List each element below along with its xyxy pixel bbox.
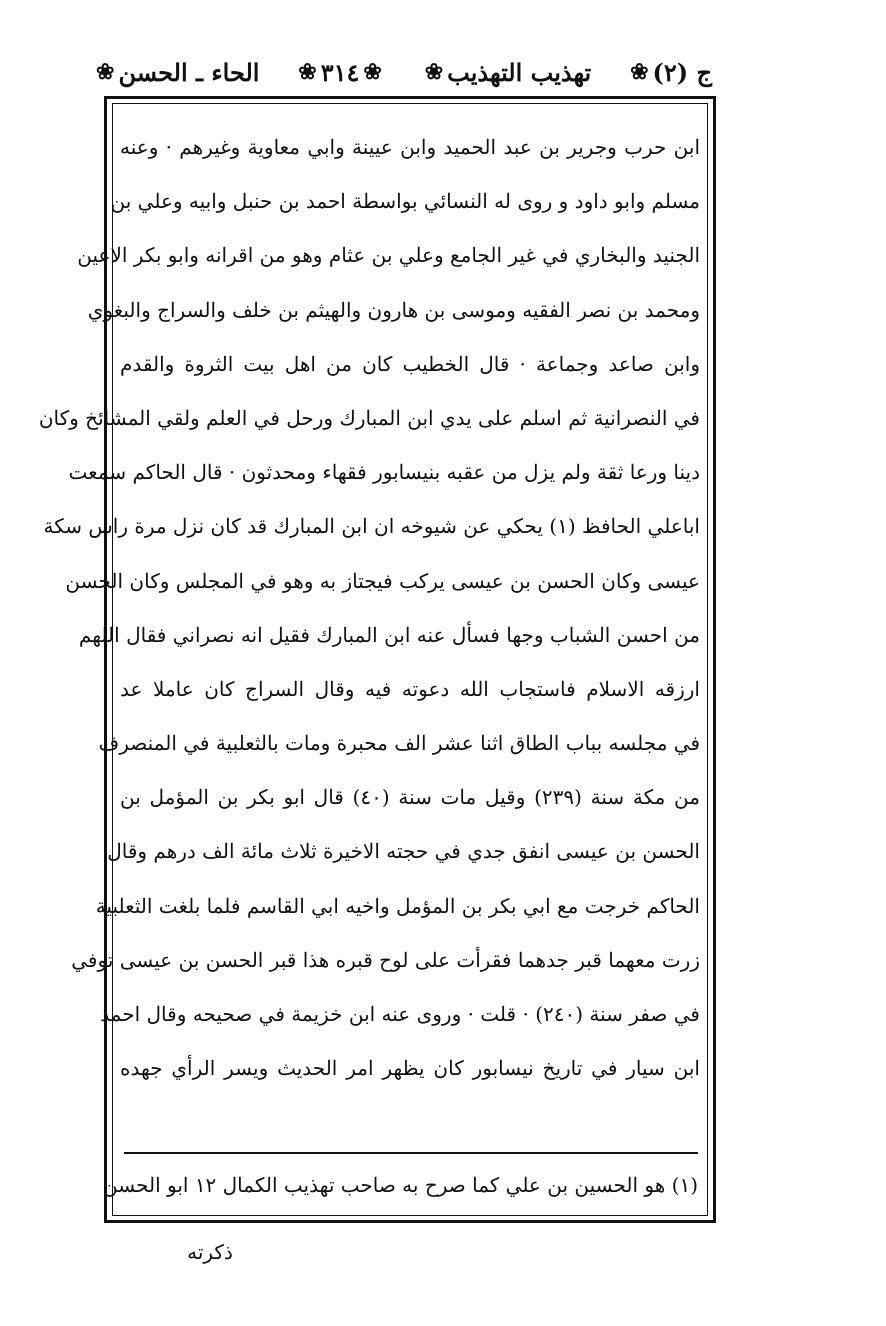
text-line: دينا ورعا ثقة ولم يزل من عقبه بنيسابور فقهاء ومحدثون · قال الحاكم سمعت xyxy=(68,460,700,485)
text-line: في صفر سنة (٢٤٠) · قلت · وروى عنه ابن خزيمة في صحيحه وقال احمد xyxy=(100,1002,700,1026)
ornament-icon: ❀ xyxy=(96,59,115,85)
text-line: زرت معهما قبر جدهما فقرأت على لوح قبره هذا قبر الحسن بن عيسى توفي xyxy=(71,947,700,972)
header-page-number xyxy=(294,58,386,87)
text-line: عيسى وكان الحسن بن عيسى يركب فيجتاز به وهو في المجلس وكان الحسن xyxy=(65,568,700,593)
text-line: وابن صاعد وجماعة · قال الخطيب كان من اهل بيت الثروة والقدم xyxy=(120,351,700,376)
header-book-title-label: تهذيب التهذيب xyxy=(447,57,592,87)
running-header xyxy=(92,44,712,100)
header-section-label: الحاء ـ الحسن xyxy=(118,57,260,87)
header-volume-label: ج (٢) xyxy=(652,57,712,87)
text-line: ارزقه الاسلام فاستجاب الله دعوته فيه وقال السراج كان عاملا عد xyxy=(120,676,700,701)
header-volume xyxy=(626,58,712,87)
header-section xyxy=(92,58,259,87)
text-line: ابن سيار في تاريخ نيسابور كان يظهر امر الحديث ويسر الرأي جهده xyxy=(120,1056,700,1081)
catchword: ذكرته xyxy=(187,1240,233,1264)
footnote: (١) هو الحسين بن علي كما صرح به صاحب تهذيب الكمال ١٢ ابو الحسن xyxy=(103,1173,698,1197)
text-line: مسلم وابو داود و روى له النسائي بواسطة احمد بن حنبل وابيه وعلي بن xyxy=(110,189,700,214)
text-line: اباعلي الحافظ (١) يحكي عن شيوخه ان ابن المبارك قد كان نزل مرة راس سكة xyxy=(43,514,700,539)
ornament-icon: ❀ xyxy=(363,59,382,85)
text-line: الحاكم خرجت مع ابي بكر بن المؤمل واخيه ابي القاسم فلما بلغت الثعلبية xyxy=(95,893,700,918)
footnote-divider xyxy=(124,1152,698,1154)
ornament-icon: ❀ xyxy=(424,59,444,85)
ornament-icon: ❀ xyxy=(630,59,649,85)
text-line: من احسن الشباب وجها فسأل عنه ابن المبارك فقيل انه نصراني فقال اللهم xyxy=(78,622,700,647)
text-line: ابن حرب وجرير بن عبد الحميد وابن عيينة وابي معاوية وغيرهم · وعنه xyxy=(120,135,700,159)
main-text xyxy=(38,120,700,1095)
text-line: ومحمد بن نصر الفقيه وموسى بن هارون والهيثم بن خلف والسراج والبغوي xyxy=(87,297,700,322)
ornament-icon: ❀ xyxy=(298,59,317,85)
page-number: ٣١٤ xyxy=(320,57,360,87)
text-line: الجنيد والبخاري في غير الجامع وعلي بن عثام وهو من اقرانه وابو بكر الاعين xyxy=(77,243,700,268)
text-line: في النصرانية ثم اسلم على يدي ابن المبارك ورحل في العلم ولقي المشائخ وكان xyxy=(38,405,700,430)
text-line: من مكة سنة (٢٣٩) وقيل مات سنة (٤٠) قال ابو بكر بن المؤمل بن xyxy=(120,785,700,810)
text-line: في مجلسه بباب الطاق اثنا عشر الف محبرة ومات بالثعلبية في المنصرف xyxy=(98,731,700,756)
header-book-title xyxy=(421,58,592,87)
text-line: الحسن بن عيسى انفق جدي في حجته الاخيرة ثلاث مائة الف درهم وقال xyxy=(107,839,700,864)
